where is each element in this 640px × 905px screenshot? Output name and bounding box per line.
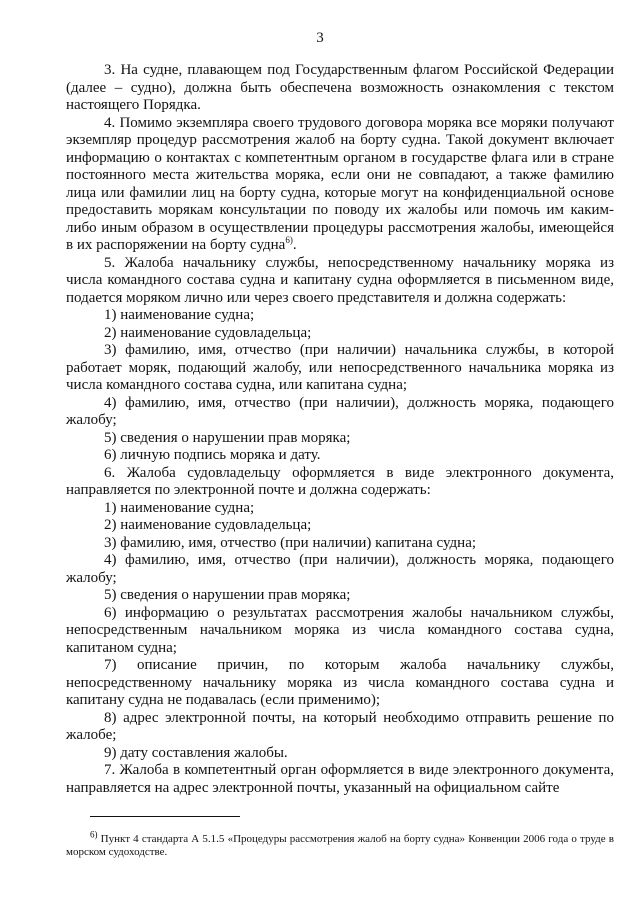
list-item: 1) наименование судна; xyxy=(104,499,255,516)
list-item: 3) фамилию, имя, отчество (при наличии) начальника службы, в которой работает моряк, подающий жалобу, или непосредственного начальника моряка из числа командного состава судна, или капитана судна; xyxy=(66,342,614,393)
list-item: 9) дату составления жалобы. xyxy=(104,744,288,761)
list-item: 6) информацию о результатах рассмотрения жалобы начальником службы, непосредственным начальником моряка из числа командного состава судна, капитаном судна; xyxy=(66,604,614,656)
list-item: 5) сведения о нарушении прав моряка; xyxy=(104,429,351,446)
list-item: 5) сведения о нарушении прав моряка; xyxy=(104,587,351,603)
list-item: 2) наименование судовладельца; xyxy=(104,324,312,341)
footnote-marker: 6) xyxy=(90,829,98,840)
list-item: 8) адрес электронной почты, на который необходимо отправить решение по жалобе; xyxy=(66,709,614,743)
footnote xyxy=(66,829,614,859)
footnote-reference: 6) xyxy=(285,235,293,245)
paragraph-6: 6. Жалоба судовладельцу оформляется в виде электронного документа, направляется по электронной почте и должна содержать: xyxy=(66,464,614,498)
document-body xyxy=(66,62,614,797)
page-number: 3 xyxy=(316,30,324,46)
footnote-text: Пункт 4 стандарта А 5.1.5 «Процедуры рассмотрения жалоб на борту судна» Конвенции 2006 года о труде в морском судоходстве. xyxy=(66,833,614,858)
paragraph-5: 5. Жалоба начальнику службы, непосредственному начальнику моряка из числа командного состава судна и капитану судна оформляется в письменном виде, подается моряком лично или через своего представителя и должна содержать: xyxy=(66,254,614,306)
list-item: 1) наименование судна; xyxy=(104,307,255,323)
list-item: 2) наименование судовладельца; xyxy=(104,517,312,533)
list-item: 4) фамилию, имя, отчество (при наличии), должность моряка, подающего жалобу; xyxy=(66,552,614,586)
footnote-divider xyxy=(90,816,240,817)
list-item: 3) фамилию, имя, отчество (при наличии) капитана судна; xyxy=(104,534,477,551)
paragraph-3: 3. На судне, плавающем под Государственным флагом Российской Федерации (далее – судно), должна быть обеспечена возможность ознакомления с текстом настоящего Порядка. xyxy=(66,62,614,113)
paragraph-4: 4. Помимо экземпляра своего трудового договора моряка все моряки получают экземпляр процедур рассмотрения жалоб на борту судна. Такой документ включает информацию о контактах с компетентным органом в государстве флага или в стране постоянного места жительства моряка, если они не совпадают, а также фамилию лица или фамилии лиц на борту судна, которые могут на конфиденциальной основе предоставить морякам консультации по поводу их жалобы или помочь им каким-либо иным образом в осуществлении процедуры рассмотрения жалобы, имеющейся в их распоряжении на борту судна$^{6)}$. xyxy=(66,114,614,253)
paragraph-7: 7. Жалоба в компетентный орган оформляется в виде электронного документа, направляется на адрес электронной почты, указанный на официальном сайте xyxy=(66,762,614,796)
list-item: 7) описание причин, по которым жалоба начальнику службы, непосредственному начальнику моряка из числа командного состава судна и капитану судна не подавалась (если применимо); xyxy=(66,657,614,708)
list-item: 6) личную подпись моряка и дату. xyxy=(104,447,321,463)
paragraph-4-text: 4. Помимо экземпляра своего трудового договора моряка все моряки получают экземпляр процедур рассмотрения жалоб на борту судна. Такой документ включает информацию о контактах с компетентным органом в государстве флага или в стране постоянного места жительства моряка, если они не совпадают, а также фамилию лица или фамилии лиц на борту судна, которые могут на конфиденциальной основе предоставить морякам консультации по поводу их жалобы или помочь им каким-либо иным образом в осуществлении процедуры рассмотрения жалобы, имеющейся в их распоряжении на борту судна xyxy=(66,114,614,253)
list-item: 4) фамилию, имя, отчество (при наличии), должность моряка, подающего жалобу; xyxy=(66,394,614,428)
